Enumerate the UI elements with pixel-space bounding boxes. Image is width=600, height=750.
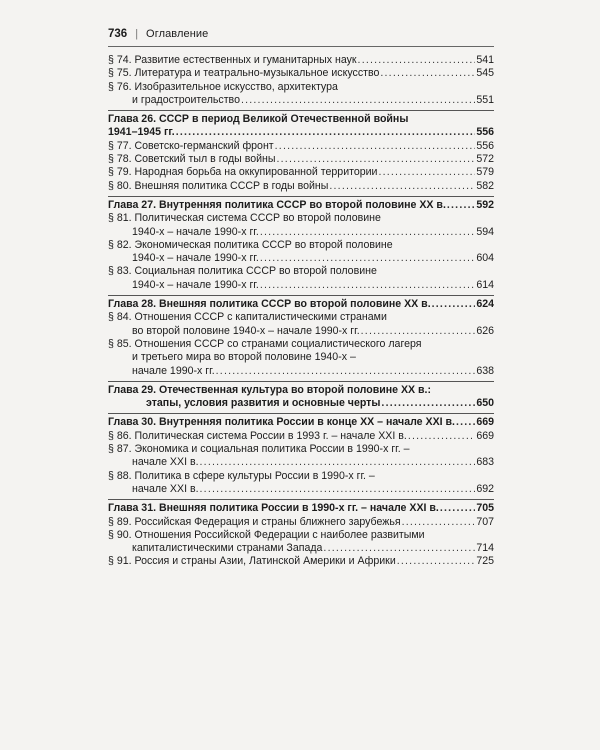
section-block bbox=[108, 54, 494, 107]
dot-leader bbox=[381, 397, 475, 410]
toc-entry-line-text: и третьего мира во второй половине 1940-х – bbox=[132, 351, 356, 364]
chapter-title-line-text: Глава 29. Отечественная культура во второй половине XX в.: bbox=[108, 383, 432, 396]
dot-leader bbox=[260, 252, 475, 265]
toc-entry-line-text: 1940-х – начале 1990-х гг. bbox=[132, 225, 259, 238]
toc-entry-line bbox=[108, 239, 494, 252]
toc-entry-line bbox=[108, 226, 494, 239]
toc-entry-line-text: § 75. Литература и театрально-музыкальное искусство bbox=[108, 67, 380, 80]
toc-entry-line-text: § 84. Отношения СССР с капиталистическими странами bbox=[108, 311, 387, 324]
toc-entry-line-text: § 74. Развитие естественных и гуманитарных наук bbox=[108, 54, 357, 66]
dot-leader bbox=[260, 279, 475, 292]
chapter-block bbox=[108, 499, 494, 568]
toc-entry-line-text: § 79. Народная борьба на оккупированной территории bbox=[108, 166, 378, 179]
toc-entry-line bbox=[108, 212, 494, 225]
toc-entry-line-text: § 91. Россия и страны Азии, Латинской Америки и Африки bbox=[108, 555, 396, 568]
page-ref: 556 bbox=[476, 139, 494, 152]
chapter-block bbox=[108, 110, 494, 193]
toc-entry-line-text: § 77. Советско-германский фронт bbox=[108, 139, 274, 152]
toc-entry-line-text: начале 1990-х гг. bbox=[132, 364, 215, 377]
toc-entry-line bbox=[108, 542, 494, 555]
dot-leader bbox=[200, 483, 476, 496]
page-ref: 545 bbox=[476, 67, 494, 80]
toc-entry-line-text: § 76. Изобразительное искусство, архитектура bbox=[108, 80, 338, 93]
chapter-block bbox=[108, 196, 494, 292]
toc-entry-line bbox=[108, 443, 494, 456]
page-ref: 669 bbox=[476, 429, 494, 442]
toc-entry-line bbox=[108, 456, 494, 469]
chapter-title-line bbox=[108, 502, 494, 515]
toc-entry-line-text: 1940-х – начале 1990-х гг. bbox=[132, 278, 259, 291]
toc-entry-line-text: § 83. Социальная политика СССР во второй половине bbox=[108, 265, 377, 278]
toc-entry-line bbox=[108, 351, 494, 364]
toc-entry-line bbox=[108, 483, 494, 496]
chapter-title-line-text: этапы, условия развития и основные черты bbox=[146, 397, 381, 410]
toc-entry-line bbox=[108, 470, 494, 483]
toc-entry-line bbox=[108, 94, 494, 107]
page-ref: 594 bbox=[476, 225, 494, 238]
dot-leader bbox=[440, 502, 475, 515]
chapter-title-line bbox=[108, 397, 494, 410]
toc-entry-line bbox=[108, 555, 494, 568]
page-ref: 669 bbox=[476, 416, 494, 429]
chapter-title-line-text: 1941–1945 гг. bbox=[108, 126, 175, 139]
page-ref: 707 bbox=[476, 515, 494, 528]
toc-entry-line bbox=[108, 67, 494, 80]
chapter-title-line-text: Глава 28. Внешняя политика СССР во второй половине XX в. bbox=[108, 298, 431, 311]
header-rule bbox=[108, 46, 494, 47]
page-ref: 604 bbox=[476, 252, 494, 265]
toc-entry-line-text: § 80. Внешняя политика СССР в годы войны bbox=[108, 179, 329, 192]
dot-leader bbox=[361, 325, 476, 338]
dot-leader bbox=[200, 456, 476, 469]
dot-leader bbox=[241, 94, 475, 107]
toc-entry-line bbox=[108, 325, 494, 338]
page-ref: 683 bbox=[476, 456, 494, 469]
toc-entry-line bbox=[108, 54, 494, 67]
page-ref: 551 bbox=[476, 93, 494, 106]
toc-entry-line bbox=[108, 81, 494, 94]
toc-entry-line-text: § 82. Экономическая политика СССР во второй половине bbox=[108, 238, 393, 251]
dot-leader bbox=[176, 126, 476, 139]
toc-entry-line-text: капиталистическими странами Запада bbox=[132, 542, 323, 555]
dot-leader bbox=[432, 298, 476, 311]
page-ref: 582 bbox=[476, 179, 494, 192]
dot-leader bbox=[358, 54, 476, 67]
page-ref: 556 bbox=[476, 126, 494, 139]
page-ref: 614 bbox=[476, 278, 494, 291]
toc-entry-line bbox=[108, 252, 494, 265]
toc-entry-line-text: 1940-х – начале 1990-х гг. bbox=[132, 252, 259, 265]
dot-leader bbox=[408, 430, 476, 443]
chapter-title-line-text: Глава 30. Внутренняя политика России в конце XX – начале XXI в. bbox=[108, 416, 455, 429]
dot-leader bbox=[402, 516, 476, 529]
dot-leader bbox=[447, 199, 475, 212]
page-ref: 650 bbox=[476, 397, 494, 410]
page-ref: 705 bbox=[476, 502, 494, 515]
toc-entry-line-text: § 86. Политическая система России в 1993 г. – начале XXI в. bbox=[108, 429, 407, 442]
toc-entry-line-text: § 88. Политика в сфере культуры России в 1990-х гг. – bbox=[108, 469, 375, 482]
dot-leader bbox=[323, 542, 475, 555]
page-ref: 624 bbox=[476, 298, 494, 311]
toc-entry-line-text: во второй половине 1940-х – начале 1990-х гг. bbox=[132, 324, 360, 337]
toc-entry-line bbox=[108, 311, 494, 324]
chapter-title-line-text: Глава 31. Внешняя политика России в 1990-х гг. – начале XXI в. bbox=[108, 502, 439, 515]
page-number: 736 bbox=[108, 28, 128, 40]
dot-leader bbox=[456, 416, 475, 429]
chapter-title-line bbox=[108, 126, 494, 139]
dot-leader bbox=[378, 166, 475, 179]
header-title: Оглавление bbox=[146, 28, 209, 40]
toc-entry-line-text: § 89. Российская Федерация и страны ближнего зарубежья bbox=[108, 515, 401, 528]
page-ref: 638 bbox=[476, 364, 494, 377]
chapter-title-line bbox=[108, 298, 494, 311]
table-of-contents bbox=[108, 54, 494, 569]
page-ref: 725 bbox=[476, 555, 494, 568]
toc-entry-line bbox=[108, 279, 494, 292]
dot-leader bbox=[216, 365, 476, 378]
chapter-block bbox=[108, 295, 494, 378]
dot-leader bbox=[260, 226, 475, 239]
toc-entry-line bbox=[108, 338, 494, 351]
toc-entry-line-text: § 87. Экономика и социальная политика России в 1990-х гг. – bbox=[108, 443, 410, 456]
toc-entry-line bbox=[108, 516, 494, 529]
toc-entry-line bbox=[108, 180, 494, 193]
toc-entry-line bbox=[108, 365, 494, 378]
chapter-title-line-text: Глава 27. Внутренняя политика СССР во второй половине XX в. bbox=[108, 198, 446, 211]
chapter-block bbox=[108, 381, 494, 411]
page-ref: 579 bbox=[476, 166, 494, 179]
page-ref: 692 bbox=[476, 482, 494, 495]
dot-leader bbox=[380, 67, 475, 80]
chapter-title-line bbox=[108, 384, 494, 397]
toc-entry-line bbox=[108, 153, 494, 166]
chapter-title-line bbox=[108, 199, 494, 212]
toc-entry-line-text: начале XXI в. bbox=[132, 482, 199, 495]
page-ref: 572 bbox=[476, 153, 494, 166]
page-ref: 541 bbox=[476, 54, 494, 66]
chapter-block bbox=[108, 413, 494, 496]
toc-entry-line-text: § 85. Отношения СССР со странами социалистического лагеря bbox=[108, 337, 422, 350]
toc-entry-line bbox=[108, 265, 494, 278]
dot-leader bbox=[329, 180, 475, 193]
chapter-title-line bbox=[108, 416, 494, 429]
page-ref: 714 bbox=[476, 542, 494, 555]
dot-leader bbox=[277, 153, 476, 166]
dot-leader bbox=[275, 140, 476, 153]
toc-entry-line-text: начале XXI в. bbox=[132, 456, 199, 469]
dot-leader bbox=[397, 555, 476, 568]
toc-entry-line bbox=[108, 529, 494, 542]
toc-entry-line-text: и градостроительство bbox=[132, 93, 240, 106]
toc-entry-line bbox=[108, 166, 494, 179]
page-ref: 626 bbox=[476, 324, 494, 337]
header-separator: | bbox=[135, 28, 139, 40]
chapter-title-line bbox=[108, 113, 494, 126]
toc-entry-line-text: § 78. Советский тыл в годы войны bbox=[108, 153, 276, 166]
toc-entry-line bbox=[108, 140, 494, 153]
toc-entry-line-text: § 90. Отношения Российской Федерации с наиболее развитыми bbox=[108, 528, 425, 541]
chapter-title-line-text: Глава 26. СССР в период Великой Отечественной войны bbox=[108, 113, 409, 126]
page-ref: 592 bbox=[476, 198, 494, 211]
toc-entry-line bbox=[108, 430, 494, 443]
running-header bbox=[108, 24, 494, 44]
toc-entry-line-text: § 81. Политическая система СССР во второй половине bbox=[108, 212, 381, 225]
